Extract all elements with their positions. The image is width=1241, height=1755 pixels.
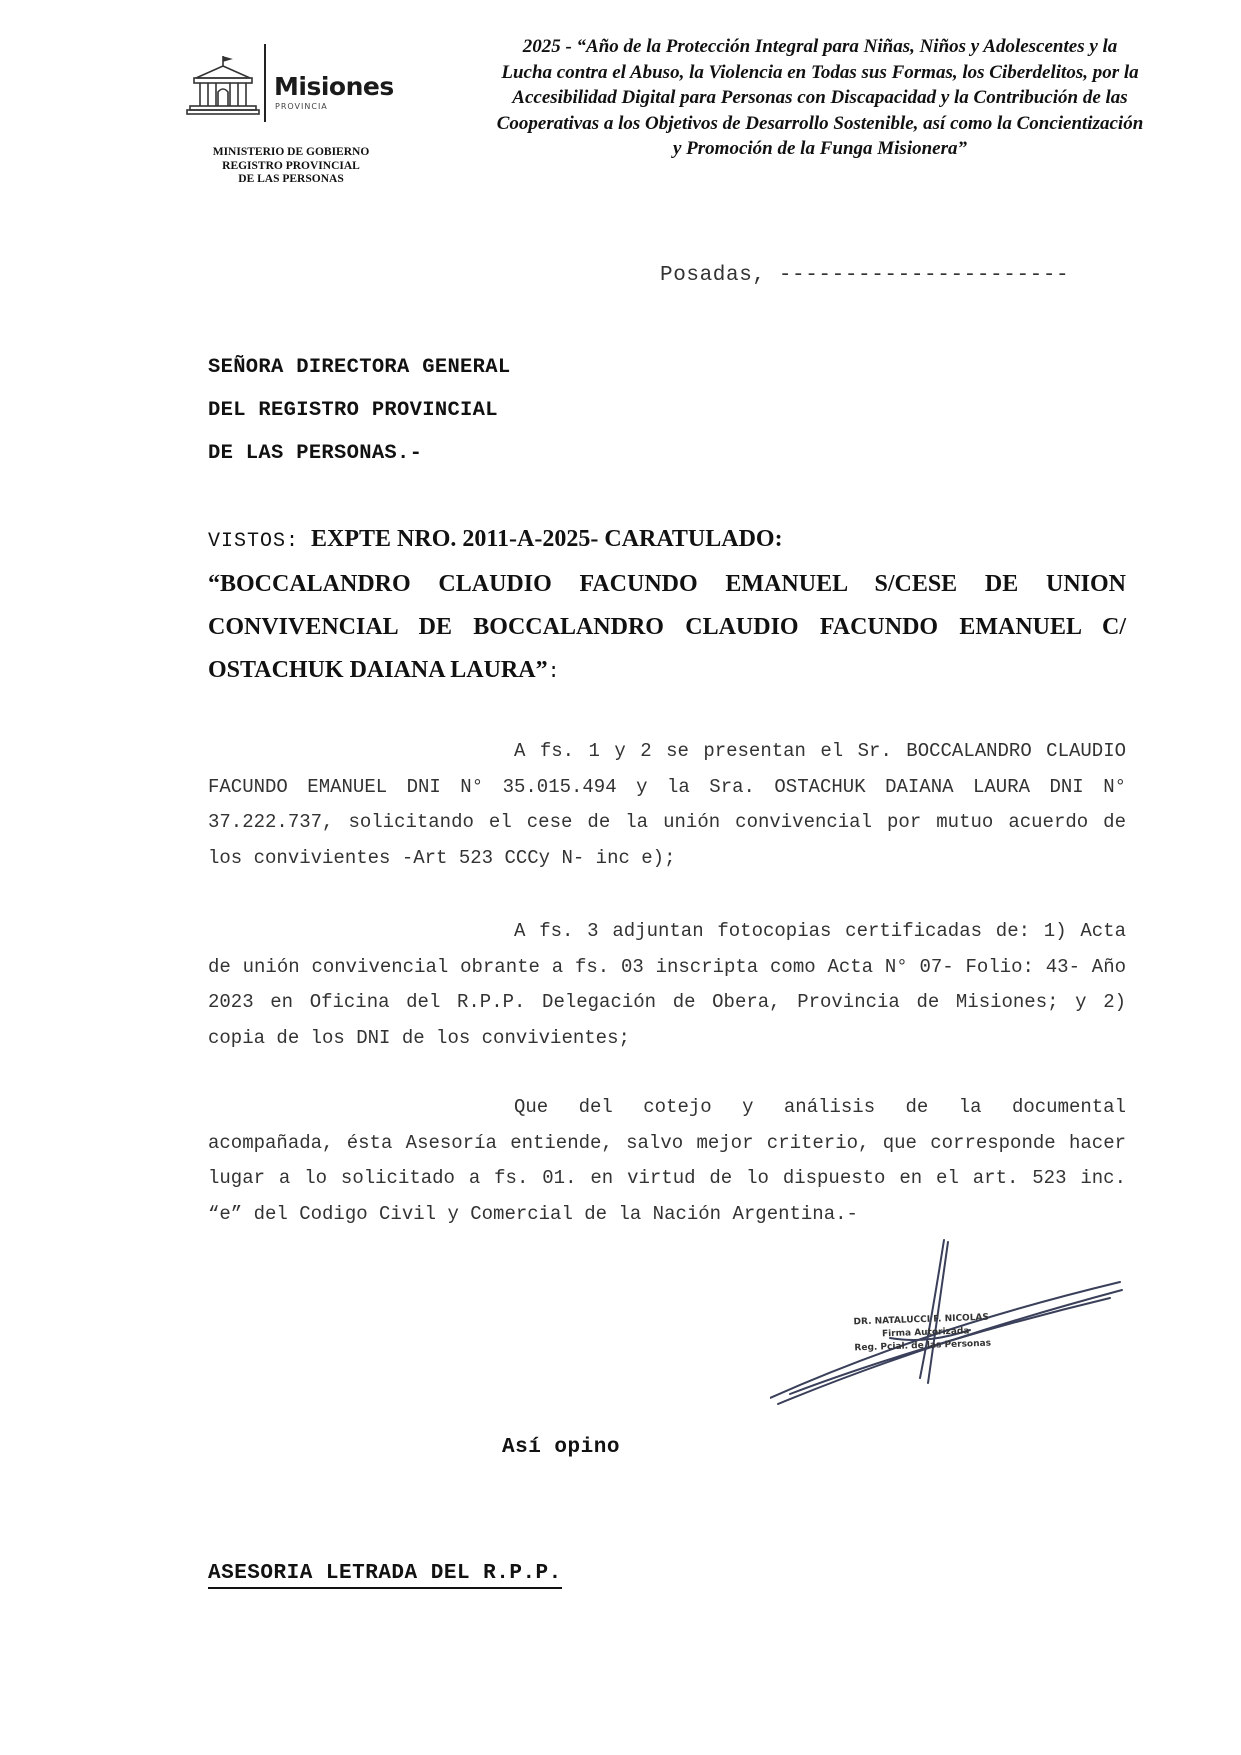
case-title-last-line	[208, 649, 1126, 694]
case-title-colon: :	[547, 661, 560, 684]
logo-divider	[264, 44, 266, 122]
logo-subtitle: PROVINCIA	[275, 102, 328, 111]
motto-line: y Promoción de la Funga Misionera”	[673, 138, 967, 159]
stamp-line: DR. NATALUCCI F. NICOLAS	[853, 1312, 990, 1328]
case-title-line: “BOCCALANDRO CLAUDIO FACUNDO EMANUEL S/CESE DE UNION	[208, 571, 1126, 597]
paragraph-text: A fs. 3 adjuntan fotocopias certificadas de: 1) Acta de unión convivencial obrante a fs. 03 inscripta como Acta N° 07- Folio: 43- Año 2023 en Oficina del R.P.P. Delegación de Obera, Provincia de Misiones; y 2) copia de los DNI de los convivientes;	[208, 920, 1126, 1049]
vistos-label: VISTOS:	[208, 530, 300, 553]
signing-office: ASESORIA LETRADA DEL R.P.P.	[208, 1562, 562, 1589]
stamp-line: Reg. Pcial. de las Personas	[854, 1338, 992, 1354]
logo-name: Misiones	[274, 72, 394, 101]
signature-block	[770, 1238, 1130, 1418]
case-title-line: CONVIVENCIAL DE BOCCALANDRO CLAUDIO FACUNDO EMANUEL C/	[208, 614, 1126, 640]
addressee-line: DEL REGISTRO PROVINCIAL	[208, 399, 498, 422]
signature-stamp	[853, 1312, 991, 1356]
vistos-header-line	[208, 518, 1126, 563]
paragraph-text: Que del cotejo y análisis de la documental acompañada, ésta Asesoría entiende, salvo mejor criterio, que corresponde hacer lugar a lo solicitado a fs. 01. en virtud de lo dispuesto en el art. 523 inc. “e” del Codigo Civil y Comercial de la Nación Argentina.-	[208, 1096, 1126, 1225]
ministry-line: REGISTRO PROVINCIAL	[222, 159, 360, 172]
motto-line: Accesibilidad Digital para Personas con Discapacidad y la Contribución de las	[512, 87, 1128, 108]
case-title-line: OSTACHUK DAIANA LAURA”	[208, 657, 548, 683]
government-building-icon	[186, 54, 260, 116]
ministry-line: MINISTERIO DE GOBIERNO	[212, 146, 370, 158]
motto-line: Lucha contra el Abuso, la Violencia en Todas sus Formas, los Ciberdelitos, por la	[501, 61, 1139, 83]
body-paragraph	[208, 914, 1126, 1056]
addressee	[208, 346, 510, 475]
addressee-line: SEÑORA DIRECTORA GENERAL	[208, 356, 511, 379]
paragraph-text: A fs. 1 y 2 se presentan el Sr. BOCCALANDRO CLAUDIO FACUNDO EMANUEL DNI N° 35.015.494 y la Sra. OSTACHUK DAIANA LAURA DNI N° 37.222.737, solicitando el cese de la unión convivencial por mutuo acuerdo de los convivientes -Art 523 CCCy N- inc e);	[208, 740, 1126, 869]
ministry-heading	[196, 146, 386, 187]
expediente-number: EXPTE NRO. 2011-A-2025- CARATULADO:	[311, 526, 783, 552]
ministry-line: DE LAS PERSONAS	[238, 173, 344, 185]
motto-line: Cooperativas a los Objetivos de Desarrollo Sostenible, así como la Concientización	[496, 112, 1144, 134]
province-logo	[186, 44, 396, 124]
year-motto	[455, 34, 1185, 162]
vistos-section	[208, 518, 1126, 694]
motto-line: 2025 - “Año de la Protección Integral para Niñas, Niños y Adolescentes y la	[522, 36, 1118, 57]
body-paragraph	[208, 1090, 1126, 1232]
addressee-line: DE LAS PERSONAS.-	[208, 442, 423, 465]
body-paragraph	[208, 734, 1126, 876]
stamp-line: Firma Autorizada	[881, 1326, 970, 1340]
date-line: Posadas, ----------------------	[660, 264, 1070, 287]
closing-opinion: Así opino	[502, 1436, 620, 1459]
